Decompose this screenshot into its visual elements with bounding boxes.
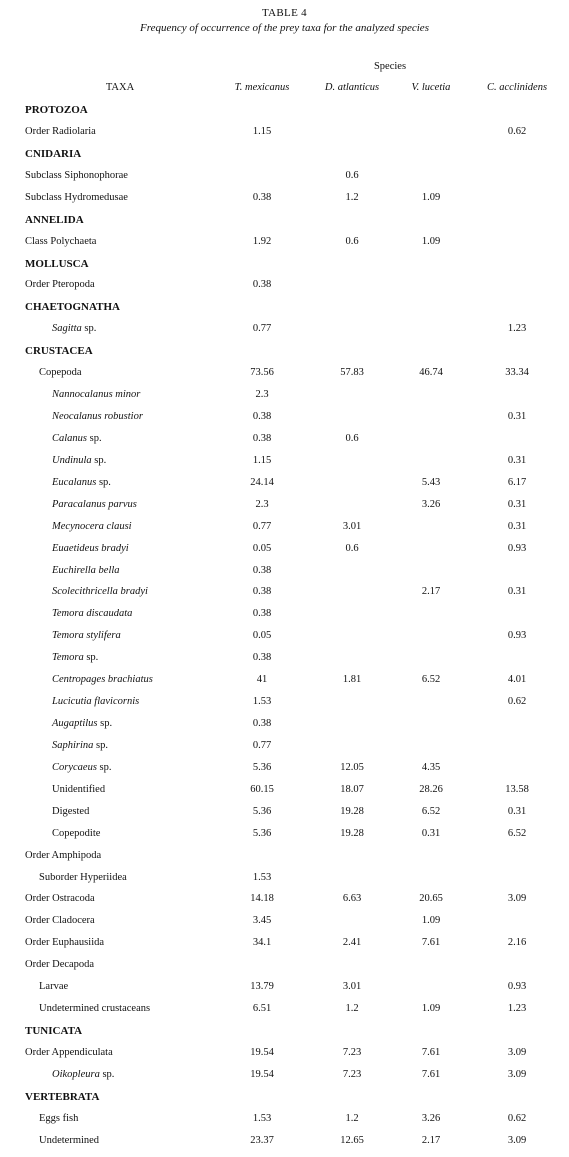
table-row: [0, 1069, 569, 1091]
table-cell: 0.38: [252, 652, 272, 664]
table-row: [0, 236, 569, 258]
table-cell: 1.09: [421, 915, 441, 927]
table-cell: 6.52: [421, 674, 441, 686]
table-cell: 33.34: [505, 367, 529, 379]
table-cell: 3.45: [252, 915, 272, 927]
table-cell: 57.83: [340, 367, 364, 379]
table-cell: 19.54: [250, 1068, 274, 1080]
taxon-label: Unidentified: [52, 783, 106, 795]
taxon-label: Copepoda: [39, 367, 82, 379]
table-cell: 7.61: [421, 937, 441, 949]
table-cell: 0.62: [507, 1112, 527, 1124]
table-cell: 0.77: [252, 739, 272, 751]
table-row: [0, 674, 569, 696]
table-cell: 0.6: [345, 542, 359, 554]
table-cell: 0.38: [252, 432, 272, 444]
taxon-label: Order Pteropoda: [25, 279, 95, 291]
table-cell: 7.23: [342, 1068, 362, 1080]
table-row: [0, 1135, 569, 1157]
table-row: [0, 652, 569, 674]
taxon-label: Undinula sp.: [52, 454, 107, 466]
table-cell: 1.09: [421, 191, 441, 203]
taxon-group-label: PROTOZOA: [25, 104, 88, 116]
taxon-label: Oikopleura sp.: [52, 1068, 115, 1080]
taxon-label: Corycaeus sp.: [52, 761, 112, 773]
taxon-group-label: CRUSTACEA: [25, 345, 93, 358]
taxon-group-label: CHAETOGNATHA: [25, 301, 120, 314]
table-cell: 3.26: [421, 1112, 441, 1124]
table-row: [0, 301, 569, 323]
table-cell: 0.77: [252, 520, 272, 532]
table-row: [0, 937, 569, 959]
table-cell: 0.6: [345, 235, 359, 247]
table-cell: 7.61: [421, 1046, 441, 1058]
table-row: [0, 367, 569, 389]
taxon-label: Augaptilus sp.: [52, 718, 113, 730]
table-cell: 0.62: [507, 125, 527, 137]
taxon-label: Subclass Hydromedusae: [25, 191, 128, 203]
table-row: [0, 477, 569, 499]
table-row: [0, 828, 569, 850]
table-cell: 24.14: [250, 476, 274, 488]
table-row: [0, 279, 569, 301]
table-row: [0, 126, 569, 148]
taxon-label: Order Euphausiida: [25, 937, 105, 949]
taxon-label: Order Appendiculata: [25, 1046, 113, 1058]
table-row: [0, 696, 569, 718]
taxon-label: Centropages brachiatus: [52, 674, 153, 686]
taxon-group-label: ANNELIDA: [25, 213, 84, 226]
table-cell: 0.38: [252, 411, 272, 423]
table-row: [0, 455, 569, 477]
taxon-label: Order Ostracoda: [25, 893, 95, 905]
table-cell: 3.09: [507, 1134, 527, 1146]
taxon-group-label: CNIDARIA: [25, 147, 82, 160]
table-row: [0, 192, 569, 214]
taxon-label: Temora sp.: [52, 652, 99, 664]
table-cell: 1.09: [421, 1003, 441, 1015]
table-row: [0, 521, 569, 543]
table-cell: 3.26: [421, 498, 441, 510]
table-cell: 6.17: [507, 476, 527, 488]
table-cell: 6.52: [507, 827, 527, 839]
taxon-label: Order Decapoda: [25, 959, 95, 971]
table-cell: 1.23: [507, 323, 527, 335]
column-header-v-lucetia: V. lucetia: [411, 82, 451, 93]
table-cell: 0.31: [507, 411, 527, 423]
taxon-label: Undetermined crustaceans: [39, 1003, 151, 1015]
table-row: [0, 762, 569, 784]
table-cell: 1.81: [342, 674, 362, 686]
table-row: [0, 1047, 569, 1069]
table-cell: 0.31: [507, 805, 527, 817]
table-row: [0, 718, 569, 740]
table-cell: 0.38: [252, 564, 272, 576]
table-cell: 1.2: [345, 1003, 359, 1015]
table-cell: 41: [256, 674, 268, 686]
taxa-header: TAXA: [105, 82, 135, 93]
table-cell: 19.54: [250, 1046, 274, 1058]
table-cell: 1.15: [252, 454, 272, 466]
table-row: [0, 608, 569, 630]
table-cell: 0.05: [252, 542, 272, 554]
taxon-label: Order Cladocera: [25, 915, 95, 927]
table-row: [0, 170, 569, 192]
table-row: [0, 543, 569, 565]
table-cell: 0.31: [507, 454, 527, 466]
taxon-label: Eggs fish: [39, 1112, 79, 1124]
table-row: [0, 258, 569, 280]
taxon-label: Euaetideus bradyi: [52, 542, 129, 554]
table-row: [0, 806, 569, 828]
table-cell: 13.79: [250, 981, 274, 993]
table-cell: 0.38: [252, 279, 272, 291]
table-row: [0, 740, 569, 762]
taxon-label: Undetermined: [39, 1134, 100, 1146]
taxon-label: Digested: [52, 805, 90, 817]
taxon-group-label: MOLLUSCA: [25, 257, 89, 270]
taxon-label: Saphirina sp.: [52, 739, 109, 751]
table-row: [0, 981, 569, 1003]
table-cell: 13.58: [505, 783, 529, 795]
table-cell: 3.09: [507, 893, 527, 905]
table-row: [0, 872, 569, 894]
taxon-label: Euchirella bella: [52, 564, 120, 576]
taxon-label: Subclass Siphonophorae: [25, 169, 128, 181]
table-row: [0, 586, 569, 608]
table-cell: 1.15: [252, 125, 272, 137]
taxon-label: Temora discaudata: [52, 608, 133, 620]
table-cell: 46.74: [419, 367, 443, 379]
taxon-label: Sagitta sp.: [52, 323, 97, 335]
table-cell: 0.31: [421, 827, 441, 839]
taxon-label: Copepodite: [52, 827, 101, 839]
table-row: [0, 104, 569, 126]
taxon-label: Temora stylifera: [52, 630, 121, 642]
table-row: [0, 893, 569, 915]
table-row: [0, 411, 569, 433]
table-cell: 0.93: [507, 981, 527, 993]
table-cell: 3.01: [342, 981, 362, 993]
table-cell: 19.28: [340, 827, 364, 839]
table-cell: 0.6: [345, 169, 359, 181]
table-cell: 18.07: [340, 783, 364, 795]
table-cell: 23.37: [250, 1134, 274, 1146]
taxon-label: Class Polychaeta: [25, 235, 97, 247]
table-cell: 3.09: [507, 1068, 527, 1080]
taxon-group-label: TUNICATA: [25, 1025, 83, 1038]
taxon-label: Lucicutia flavicornis: [52, 696, 140, 708]
table-caption: Frequency of occurrence of the prey taxa for the analyzed species: [140, 22, 429, 34]
table-cell: 4.01: [507, 674, 527, 686]
table-cell: 0.05: [252, 630, 272, 642]
table-row: [0, 433, 569, 455]
table-cell: 1.53: [252, 696, 272, 708]
table-cell: 0.93: [507, 542, 527, 554]
table-cell: 5.43: [421, 476, 441, 488]
table-row: [0, 1091, 569, 1113]
table-cell: 2.3: [255, 389, 269, 401]
taxon-label: Order Radiolaria: [25, 125, 96, 137]
table-cell: 34.1: [252, 937, 272, 949]
table-row: [0, 389, 569, 411]
table-cell: 28.26: [419, 783, 443, 795]
table-cell: 1.53: [252, 871, 272, 883]
taxon-label: Scolecithricella bradyi: [52, 586, 148, 598]
table-row: [0, 630, 569, 652]
table-cell: 19.28: [340, 805, 364, 817]
table-cell: 0.77: [252, 323, 272, 335]
table-row: [0, 1003, 569, 1025]
table-row: [0, 784, 569, 806]
table-cell: 1.53: [252, 1112, 272, 1124]
table-cell: 2.3: [255, 498, 269, 510]
table-row: [0, 214, 569, 236]
table-cell: 0.31: [507, 586, 527, 598]
table-cell: 5.36: [252, 805, 272, 817]
table-cell: 0.38: [252, 608, 272, 620]
table-row: [0, 1113, 569, 1135]
table-cell: 1.09: [421, 235, 441, 247]
taxon-label: Neocalanus robustior: [52, 411, 143, 423]
table-cell: 2.16: [507, 937, 527, 949]
table-cell: 2.17: [421, 586, 441, 598]
table-cell: 0.6: [345, 432, 359, 444]
table-title: TABLE 4: [262, 7, 307, 19]
table-row: [0, 323, 569, 345]
taxon-label: Mecynocera clausi: [52, 520, 132, 532]
table-cell: 7.23: [342, 1046, 362, 1058]
table-cell: 6.52: [421, 805, 441, 817]
table-cell: 1.92: [252, 235, 272, 247]
table-cell: 0.31: [507, 498, 527, 510]
table-cell: 7.61: [421, 1068, 441, 1080]
column-header-t-mexicanus: T. mexicanus: [234, 82, 290, 93]
table-cell: 3.01: [342, 520, 362, 532]
taxon-label: Suborder Hyperiidea: [39, 871, 127, 883]
taxon-label: Eucalanus sp.: [52, 476, 111, 488]
table-cell: 5.36: [252, 827, 272, 839]
table-cell: 12.65: [340, 1134, 364, 1146]
table-cell: 12.05: [340, 761, 364, 773]
table-cell: 14.18: [250, 893, 274, 905]
table-cell: 0.93: [507, 630, 527, 642]
table-cell: 0.31: [507, 520, 527, 532]
table-cell: 0.38: [252, 586, 272, 598]
table-cell: 60.15: [250, 783, 274, 795]
table-row: [0, 565, 569, 587]
taxon-label: Order Amphipoda: [25, 849, 102, 861]
table-cell: 2.41: [342, 937, 362, 949]
species-header: Species: [373, 61, 407, 72]
table-cell: 0.38: [252, 718, 272, 730]
table-row: [0, 850, 569, 872]
table-cell: 73.56: [250, 367, 274, 379]
table-cell: 5.36: [252, 761, 272, 773]
table-cell: 1.2: [345, 1112, 359, 1124]
table-cell: 0.38: [252, 191, 272, 203]
table-row: [0, 148, 569, 170]
table-row: [0, 499, 569, 521]
taxon-label: Calanus sp.: [52, 432, 102, 444]
table-cell: 1.2: [345, 191, 359, 203]
table-row: [0, 1025, 569, 1047]
taxon-group-label: VERTEBRATA: [25, 1090, 100, 1103]
column-header-c-acclinidens: C. acclinidens: [486, 82, 548, 93]
table-row: [0, 915, 569, 937]
table-row: [0, 345, 569, 367]
table-cell: 0.62: [507, 696, 527, 708]
table-cell: 6.63: [342, 893, 362, 905]
taxon-label: Larvae: [39, 981, 69, 993]
taxon-label: Paracalanus parvus: [52, 498, 137, 510]
table-row: [0, 959, 569, 981]
table-cell: 2.17: [421, 1134, 441, 1146]
column-header-d-atlanticus: D. atlanticus: [324, 82, 380, 93]
table-cell: 20.65: [419, 893, 443, 905]
table-cell: 6.51: [252, 1003, 272, 1015]
taxon-label: Nannocalanus minor: [52, 389, 141, 401]
table-cell: 4.35: [421, 761, 441, 773]
table-cell: 3.09: [507, 1046, 527, 1058]
table-cell: 1.23: [507, 1003, 527, 1015]
